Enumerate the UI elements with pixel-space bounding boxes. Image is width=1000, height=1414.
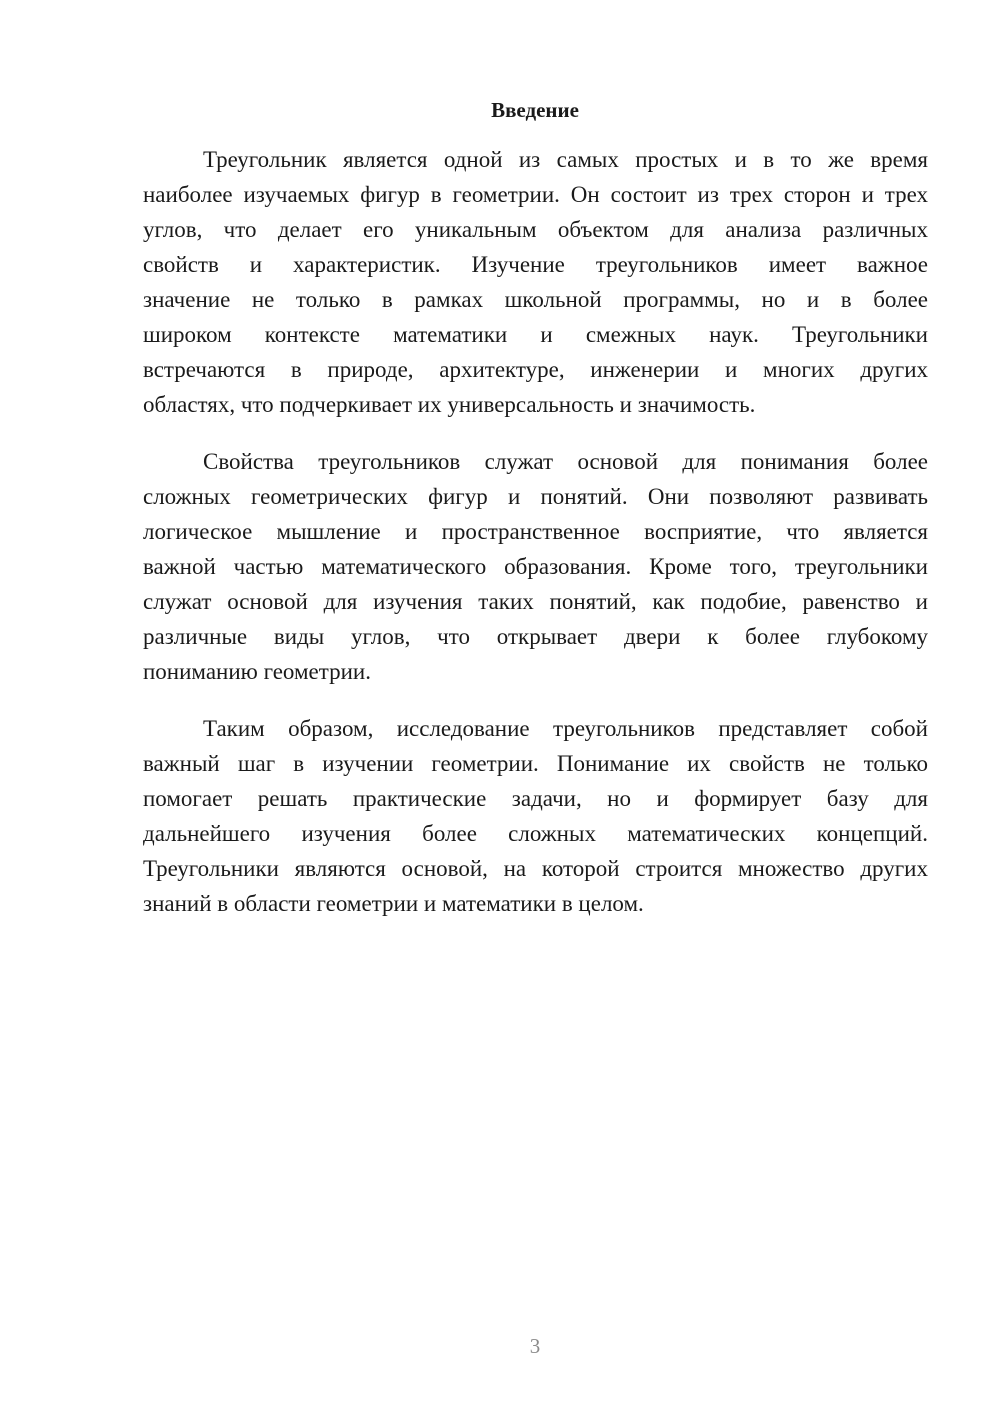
text-line: широком контексте математики и смежных наук. Треугольники <box>143 322 928 347</box>
page-title: Введение <box>491 98 579 122</box>
text-line: углов, что делает его уникальным объектом для анализа различных <box>143 217 928 242</box>
text-line: знаний в области геометрии и математики в целом. <box>143 891 644 916</box>
text-line: пониманию геометрии. <box>143 659 371 684</box>
text-line: важный шаг в изучении геометрии. Понимание их свойств не только <box>143 751 928 776</box>
text-line: служат основой для изучения таких понятий, как подобие, равенство и <box>143 589 928 614</box>
text-line: сложных геометрических фигур и понятий. Они позволяют развивать <box>143 484 928 509</box>
text-line: помогает решать практические задачи, но и формирует базу для <box>143 786 928 811</box>
text-line: встречаются в природе, архитектуре, инженерии и многих других <box>143 357 928 382</box>
paragraph-2 <box>143 444 928 689</box>
text-line: различные виды углов, что открывает двери к более глубокому <box>143 624 928 649</box>
paragraph-3 <box>143 711 928 921</box>
text-line: Таким образом, исследование треугольников представляет собой <box>203 716 928 741</box>
text-line: Треугольники являются основой, на которой строится множество других <box>143 856 928 881</box>
text-line: Треугольник является одной из самых простых и в то же время <box>203 147 928 172</box>
paragraph-1 <box>143 142 928 422</box>
text-line: свойств и характеристик. Изучение треугольников имеет важное <box>143 252 928 277</box>
text-line: наиболее изучаемых фигур в геометрии. Он состоит из трех сторон и трех <box>143 182 928 207</box>
text-line: дальнейшего изучения более сложных математических концепций. <box>143 821 928 846</box>
text-line: логическое мышление и пространственное восприятие, что является <box>143 519 928 544</box>
page-number: 3 <box>529 1334 541 1358</box>
text-line: областях, что подчеркивает их универсальность и значимость. <box>143 392 756 417</box>
text-line: значение не только в рамках школьной программы, но и в более <box>143 287 928 312</box>
text-line: Свойства треугольников служат основой для понимания более <box>203 449 928 474</box>
text-line: важной частью математического образования. Кроме того, треугольники <box>143 554 928 579</box>
